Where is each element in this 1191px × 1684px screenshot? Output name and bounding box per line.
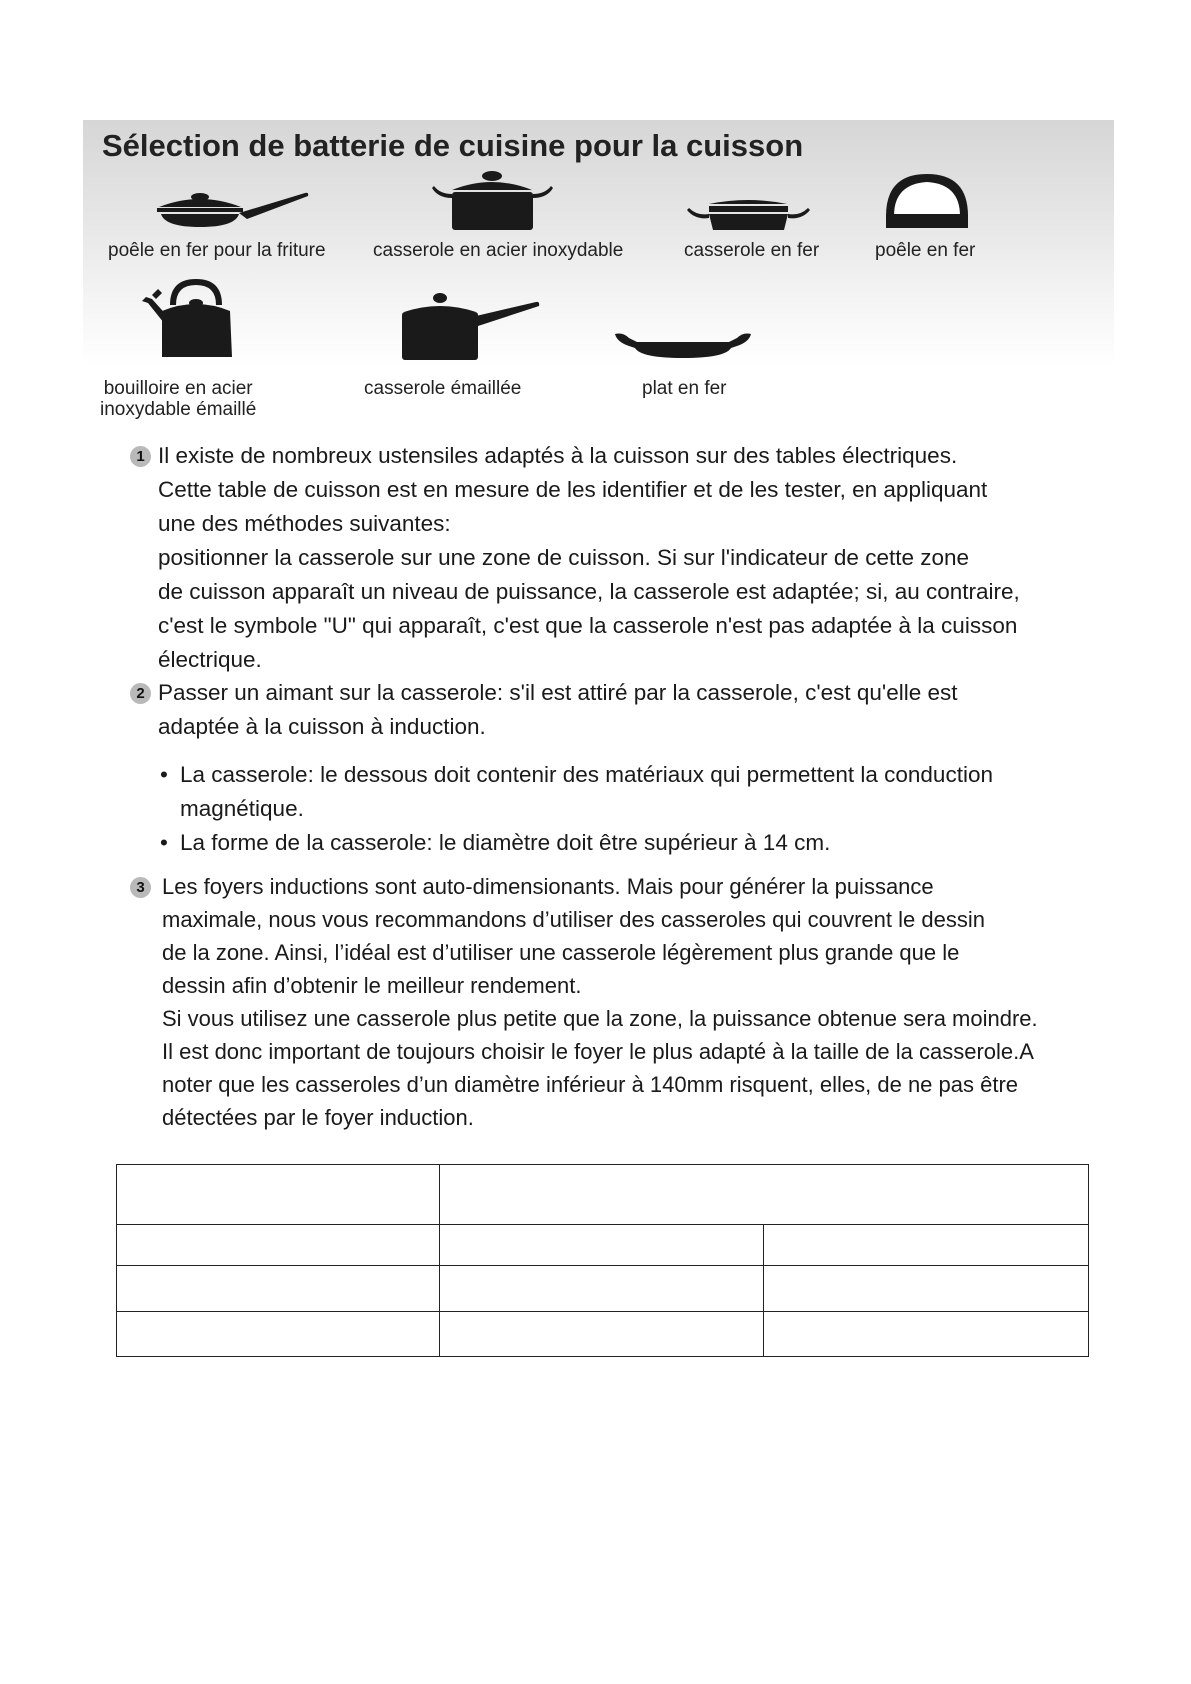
point-1-line: Cette table de cuisson est en mesure de les identifier et de les tester, en appliquant xyxy=(158,477,988,502)
bullet-item xyxy=(160,758,1080,826)
point-3-line: Il est donc important de toujours choisir le foyer le plus adapté à la taille de la casserole.A xyxy=(162,1039,1034,1064)
bullet-dot: • xyxy=(160,830,168,855)
table-cell xyxy=(117,1225,440,1266)
wok-icon xyxy=(882,170,972,232)
table-cell xyxy=(764,1266,1089,1312)
cookware-label-wok: poêle en fer xyxy=(875,240,976,261)
point-2-line: adaptée à la cuisson à induction. xyxy=(158,714,486,739)
table-cell xyxy=(117,1165,440,1225)
cookware-label-stockpot: casserole en acier inoxydable xyxy=(373,240,624,261)
bullet-line: magnétique. xyxy=(180,796,304,821)
table-row xyxy=(117,1312,1089,1357)
cookware-label-saucepan: casserole émaillée xyxy=(364,378,522,399)
point-number-1: 1 xyxy=(130,446,151,467)
point-2-text xyxy=(158,676,1088,744)
frying-pan-icon xyxy=(155,183,310,231)
bullet-line: La forme de la casserole: le diamètre doit être supérieur à 14 cm. xyxy=(180,830,831,855)
table-cell xyxy=(440,1225,764,1266)
cookware-label-iron-casserole: casserole en fer xyxy=(684,240,820,261)
kettle-label-line1: bouilloire en acier xyxy=(103,378,253,399)
table-cell xyxy=(117,1312,440,1357)
table-cell xyxy=(117,1266,440,1312)
point-3-line: dessin afin d’obtenir le meilleur rendement. xyxy=(162,973,582,998)
point-3-line: Si vous utilisez une casserole plus petite que la zone, la puissance obtenue sera moindre. xyxy=(162,1006,1038,1031)
point-number-3: 3 xyxy=(130,877,151,898)
stockpot-icon xyxy=(430,170,555,232)
section-title: Sélection de batterie de cuisine pour la cuisson xyxy=(102,128,804,163)
table-cell xyxy=(440,1312,764,1357)
bullet-line: La casserole: le dessous doit contenir des matériaux qui permettent la conduction xyxy=(180,762,993,787)
iron-dish-icon xyxy=(613,328,753,362)
table-cell xyxy=(440,1266,764,1312)
point-3-line: Les foyers inductions sont auto-dimensionants. Mais pour générer la puissance xyxy=(162,874,934,899)
point-3-line: détectées par le foyer induction. xyxy=(162,1105,474,1130)
table-row xyxy=(117,1225,1089,1266)
point-number-2: 2 xyxy=(130,683,151,704)
iron-casserole-icon xyxy=(687,196,810,232)
point-1-text xyxy=(158,439,1088,677)
bullet-dot: • xyxy=(160,762,168,787)
point-3-text xyxy=(162,870,1102,1134)
point-3-line: maximale, nous vous recommandons d’utiliser des casseroles qui couvrent le dessin xyxy=(162,907,985,932)
saucepan-icon xyxy=(400,292,540,362)
point-2-line: Passer un aimant sur la casserole: s'il est attiré par la casserole, c'est qu'elle est xyxy=(158,680,958,705)
point-1-line: Il existe de nombreux ustensiles adaptés à la cuisson sur des tables électriques. xyxy=(158,443,958,468)
point-1-line: positionner la casserole sur une zone de cuisson. Si sur l'indicateur de cette zone xyxy=(158,545,970,570)
kettle-label-line2: inoxydable émaillé xyxy=(100,399,257,420)
table-cell xyxy=(764,1312,1089,1357)
point-1-line: électrique. xyxy=(158,647,262,672)
bullet-item xyxy=(160,826,1080,860)
cookware-label-kettle xyxy=(100,378,256,420)
table-row xyxy=(117,1165,1089,1225)
table-row xyxy=(117,1266,1089,1312)
point-3-line: noter que les casseroles d’un diamètre inférieur à 140mm risquent, elles, de ne pas être xyxy=(162,1072,1019,1097)
point-3-line: de la zone. Ainsi, l’idéal est d’utiliser une casserole légèrement plus grande que le xyxy=(162,940,960,965)
point-1-line: c'est le symbole "U" qui apparaît, c'est que la casserole n'est pas adaptée à la cuisson xyxy=(158,613,1018,638)
kettle-icon xyxy=(140,275,235,360)
point-1-line: une des méthodes suivantes: xyxy=(158,511,451,536)
cookware-label-iron-dish: plat en fer xyxy=(642,378,727,399)
table-cell xyxy=(440,1165,1089,1225)
point-1-line: de cuisson apparaît un niveau de puissance, la casserole est adaptée; si, au contraire, xyxy=(158,579,1020,604)
empty-table xyxy=(116,1164,1089,1357)
cookware-label-frying-pan: poêle en fer pour la friture xyxy=(108,240,326,261)
table-cell xyxy=(764,1225,1089,1266)
